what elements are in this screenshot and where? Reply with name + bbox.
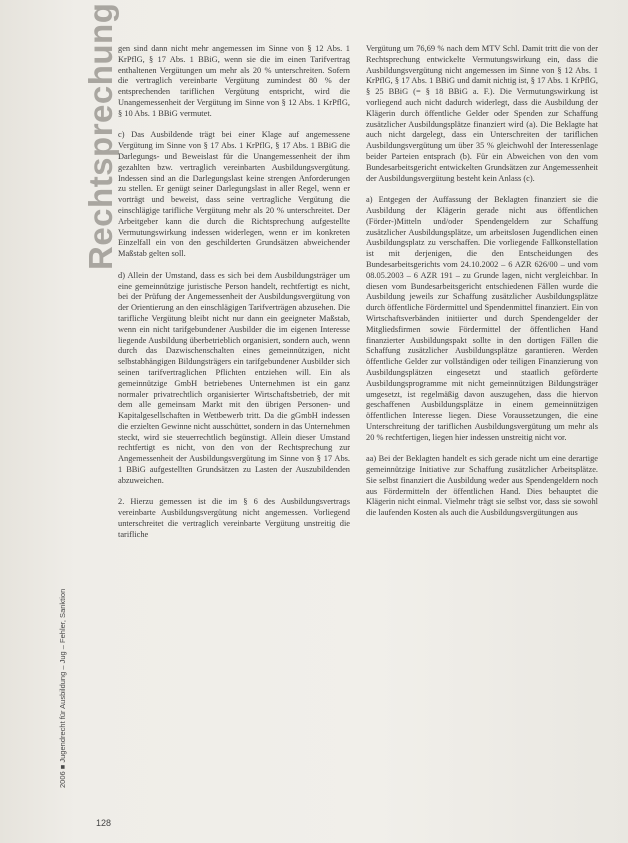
paragraph: a) Entgegen der Auffassung der Beklagten finanziert sie die Ausbildung der Klägerin gerade nicht aus öffentlichen (Förder-)Mitteln und/oder Spendengeldern zur Schaffung zusätzlicher Ausbildungsplätze, um arbeitslosen Jugendlichen einen Ausbildungsplatz zu verschaffen. Die vorliegende Fallkonstellation ist mit derjenigen, die den Entscheidungen des Bundesarbeitsgerichts vom 24.10.2002 – 6 AZR 626/00 – und vom 08.05.2003 – 6 AZR 191 – zu Grunde lagen, nicht vergleichbar. In diesen vom Bundesarbeitsgericht entschiedenen Fällen wurde die Ausbildung jeweils zur Schaffung zusätzlicher Ausbildungsplätze durch öffentliche Fördermittel und Spendenmittel finanziert. Ein von Wirtschaftsverbänden initiierter und durch Spendengelder der Mitgliedsfirmen sowie Fördermittel der öffentlichen Hand finanzierter Ausbildungspakt sollte in den dortigen Fällen die Schaffung zusätzlicher Ausbildungsplätze garantieren. Werden öffentliche Gelder zur vollständigen oder teiligen Finanzierung von Ausbildungsplätzen eingesetzt und staatlich geförderte Ausbildungsprogramme mit nicht gemeinnützigen Bildungsträger umgesetzt, ist regelmäßig davon auszugehen, dass die hiervon geschaffenen Ausbildungsplätze in einem gemeinnützigen öffentlichen Interesse liegen. Diese Voraussetzungen, die eine Unterschreitung der tariflichen Ausbildungsvergütung um mehr als 20 % rechtfertigen, liegen hier indessen unstreitig nicht vor. (366, 195, 598, 442)
paragraph: c) Das Ausbildende trägt bei einer Klage auf angemessene Vergütung im Sinne von § 17 Abs. 1 KrPflG, § 17 Abs. 1 BBiG die Darlegungs- und Beweislast für die Unangemessenheit der ihm gezahlten bzw. vertraglich vereinbarten Ausbildungsvergütung. Indessen sind an die Darlegungslast keine strengen Anforderungen zu stellen. Er genügt seiner Darlegungslast in aller Regel, wenn er vorträgt und beweist, dass seine vertragliche Vergütung die einschlägige tarifliche Vergütung mehr als 20 % unterschreitet. Der Arbeitgeber kann die durch die Richtsprechung aufgestellte Vermutungswirkung indessen widerlegen, wenn er im konkreten Einzelfall ein von den geschilderten Grundsätzen abweichender Maßstab gelten soll. (118, 130, 350, 259)
left-text-column (118, 44, 350, 551)
paragraph: d) Allein der Umstand, dass es sich bei dem Ausbildungsträger um eine gemeinnützige juristische Person handelt, rechtfertigt es nicht, bei der Prüfung der Angemessenheit der Ausbildungsvergütung von der Orientierung an den einschlägigen Tarifverträgen abzusehen. Die tarifliche Vergütung bleibt nicht nur dann ein geeigneter Maßstab, wenn ein nicht tarifgebundener Ausbilder die im eigenen Interesse liegende Ausbildung überbetrieblich organisiert, sondern auch, wenn durch das Dazwischenschalten eines gemeinnützigen, nicht selbstabhängigen Bildungsträgers ein tarifgebundener Ausbilder sich seinen tarifvertraglichen Pflichten entziehen will. Ein als gemeinnützige GmbH betriebenes Unternehmen ist ein ganz normaler privatrechtlich organisierter Wirtschaftsbetrieb, der mit dem alle gemeinsam Markt mit den übrigen Personen- und Kapitalgesellschaften in Wettbewerb tritt. Da die gGmbH indessen die erzielten Gewinne nicht ausschüttet, sondern in das Unternehmen steckt, wird sie steuerrechtlich begünstigt. Allein dieser Umstand rechtfertigt es nicht, von den von der Rechtsprechung zur Angemessenheit der Ausbildungsvergütung im Sinne von § 17 Abs. 1 BBiG aufgestellten Grundsätzen zu Lasten der Auszubildenden abzuweichen. (118, 270, 350, 485)
paragraph: gen sind dann nicht mehr angemessen im Sinne von § 12 Abs. 1 KrPflG, § 17 Abs. 1 BBiG, wenn sie die im einen Tarifvertrag enthaltenen Vergütungen um mehr als 20 % unterschreiten. Sofern die vertraglich vereinbarte Vergütung zumindest 80 % der entsprechenden tariflichen Vergütung entspricht, wird die Unangemessenheit der Vergütung im Sinne von § 12 Abs. 1 KrPflG, § 10 Abs. 1 BBiG vermutet. (118, 44, 350, 118)
section-title-text: Rechtsprechung (82, 2, 119, 270)
running-footer-note (48, 428, 67, 788)
paragraph: aa) Bei der Beklagten handelt es sich gerade nicht um eine derartige gemeinnützige Initiative zur Schaffung zusätzlicher Arbeitsplätze. Sie selbst finanziert die Ausbildung weder aus Spendengeldern noch aus Fördermitteln der öffentlichen Hand. Dies behauptet die Klägerin nicht einmal. Vielmehr trägt sie selbst vor, dass sie sowohl die laufenden Kosten als auch die Ausbildungsvergütungen aus (366, 454, 598, 518)
right-text-column (366, 44, 598, 530)
section-title (44, 2, 119, 270)
paragraph: Vergütung um 76,69 % nach dem MTV Schl. Damit tritt die von der Rechtsprechung entwickelte Vermutungswirkung ein, dass die Ausbildungsvergütung nicht angemessen im Sinne von § 12 Abs. 1 KrPflG, § 17 Abs. 1 BBiG und damit nichtig ist, § 17 Abs. 1 KrPflG, § 25 BBiG (= § 18 BBiG a. F.). Die Vermutungswirkung ist vorliegend auch nicht dadurch widerlegt, dass die Ausbildung der Klägerin durch öffentliche Gelder oder Spenden zur Schaffung zusätzlicher Ausbildungsplätze finanziert wird (a). Die Beklagte hat auch nicht dargelegt, dass ein Unterschreiten der tariflichen Ausbildungsvergütung um über 35 % gleichwohl der Interessenlage beider Parteien entsprach (b). Für ein Abweichen von den vom Bundesarbeitsgericht entwickelten Grundsätzen zur Angemessenheit der Ausbildungsvergütung besteht kein Anlass (c). (366, 44, 598, 183)
running-footer-text: 2006 ■ Jugendrecht für Ausbildung – Jug – Fehler, Sanktion (58, 588, 67, 788)
page-number: 128 (96, 818, 112, 828)
paragraph: 2. Hierzu gemessen ist die im § 6 des Ausbildungsvertrags vereinbarte Ausbildungsvergütung nicht angemessen. Vorliegend unterschreitet die vertraglich vereinbarte Vergütung unstreitig die tarifliche (118, 497, 350, 539)
